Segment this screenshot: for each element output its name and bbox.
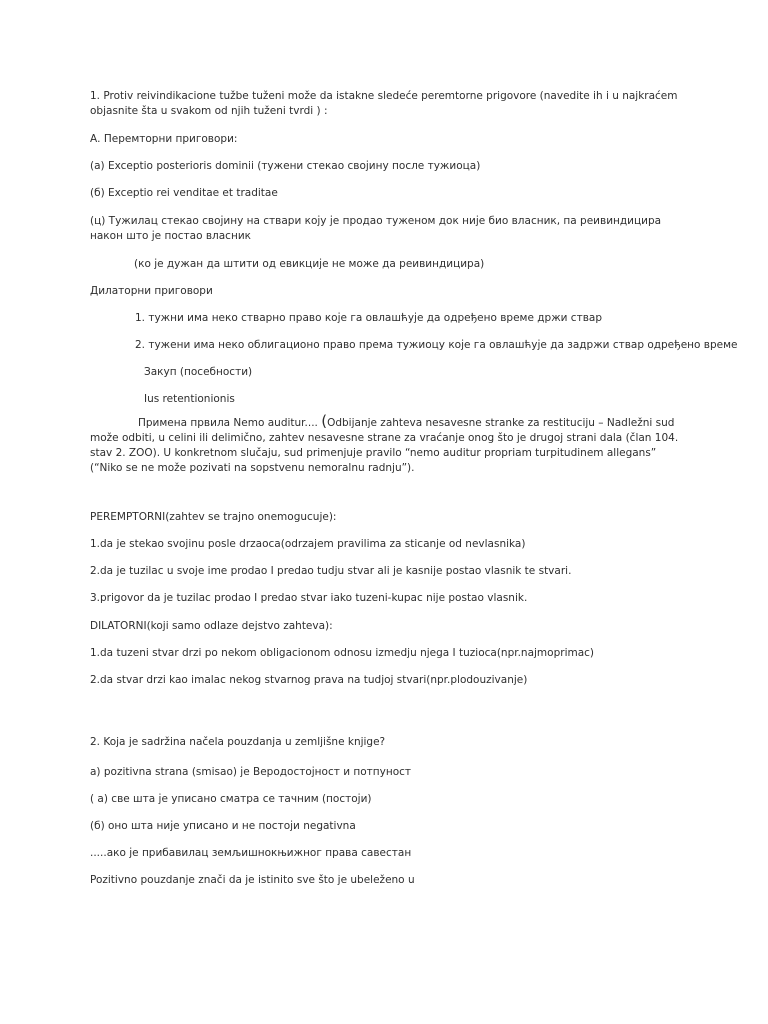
nemo-open-paren: (	[321, 412, 328, 430]
nemo-auditur-paragraph	[90, 414, 690, 476]
q2-item-a1: ( а) све шта је уписано сматра се тачним (постоји)	[90, 793, 372, 805]
peremtorni-label-cyrillic: А. Перемторни приговори:	[90, 133, 238, 145]
peremptorni-item-3: 3.prigovor da je tuzilac prodao I predao stvar iako tuzeni-kupac nije postao vlasnik.	[90, 592, 528, 604]
q2-item-d: Pozitivno pouzdanje znači da je istinito sve što je ubeleženo u	[90, 874, 415, 886]
peremptorni-item-1: 1.da je stekao svojinu posle drzaoca(odrzajem pravilima za sticanje od nevlasnika)	[90, 538, 526, 550]
item-c-note: (ко је дужан да штити од евикције не може да реивиндицира)	[134, 258, 485, 270]
item-c: (ц) Тужилац стекао својину на ствари коју је продао туженом док није био власник, па реивиндицира након што је постао власник	[90, 215, 662, 242]
q2-item-a: а) pozitivna strana (smisao) је Веродостојност и потпуност	[90, 766, 412, 778]
dilatorni-latin-item-2: 2.da stvar drzi kao imalac nekog stvarnog prava na tudjoj stvari(npr.plodouzivanje)	[90, 674, 528, 686]
nemo-text: Odbijanje zahteva nesavesne stranke za restituciju – Nadležni sud može odbiti, u celini ili delimično, zahtev nesavesne strane za vraćanje onog što je drugoj strani dala (član 104. stav 2. ZOO). U konkretnom slučaju, sud primenjuje pravilo “nemo auditur propriam turpitudinem allegans” (“Niko se ne može pozivati na sopstvenu nemoralnu radnju”).	[90, 417, 679, 474]
q2-item-b: (б) оно шта није уписано и не постоји negativna	[90, 820, 356, 832]
dilatorni-label-latin: DILATORNI(koji samo odlaze dejstvo zahteva):	[90, 620, 333, 632]
dilatorni-item-2: 2. тужени има неко облигационо право према тужиоцу које га овлашћује да задржи ствар одређено време	[135, 339, 738, 351]
dilatorni-label-cyrillic: Дилаторни приговори	[90, 285, 213, 297]
q2-item-c: .....ако је прибавилац земљишнокњижног права савестан	[90, 847, 412, 859]
dilatorni-latin-item-1: 1.da tuzeni stvar drzi po nekom obligacionom odnosu izmedju njega I tuzioca(npr.najmoprimac)	[90, 647, 595, 659]
ius-retentionis-line: Ius retentionionis	[144, 393, 235, 405]
peremptorni-label: PEREMPTORNI(zahtev se trajno onemogucuje):	[90, 511, 337, 523]
question-2-heading: 2. Koja je sadržina načela pouzdanja u zemljišne knjige?	[90, 736, 386, 748]
item-a: (а) Exceptio posterioris dominii (тужени стекао својину после тужиоца)	[90, 160, 481, 172]
item-b: (б) Exceptio rei venditae et traditae	[90, 187, 278, 199]
dilatorni-item-1: 1. тужни има неко стварно право које га овлашћује да одређено време држи ствар	[135, 312, 602, 324]
nemo-prefix: Примена првила Nemo auditur....	[138, 417, 322, 429]
peremptorni-item-2: 2.da je tuzilac u svoje ime prodao I predao tudju stvar ali je kasnije postao vlasnik te stvari.	[90, 565, 572, 577]
question-1-heading: 1. Protiv reivindikacione tužbe tuženi može da istakne sledeće peremtorne prigovore (navedite ih i u najkraćem objasnite šta u svakom od njih tuženi tvrdi ) :	[90, 90, 678, 117]
zakup-line: Закуп (посебности)	[144, 366, 253, 378]
